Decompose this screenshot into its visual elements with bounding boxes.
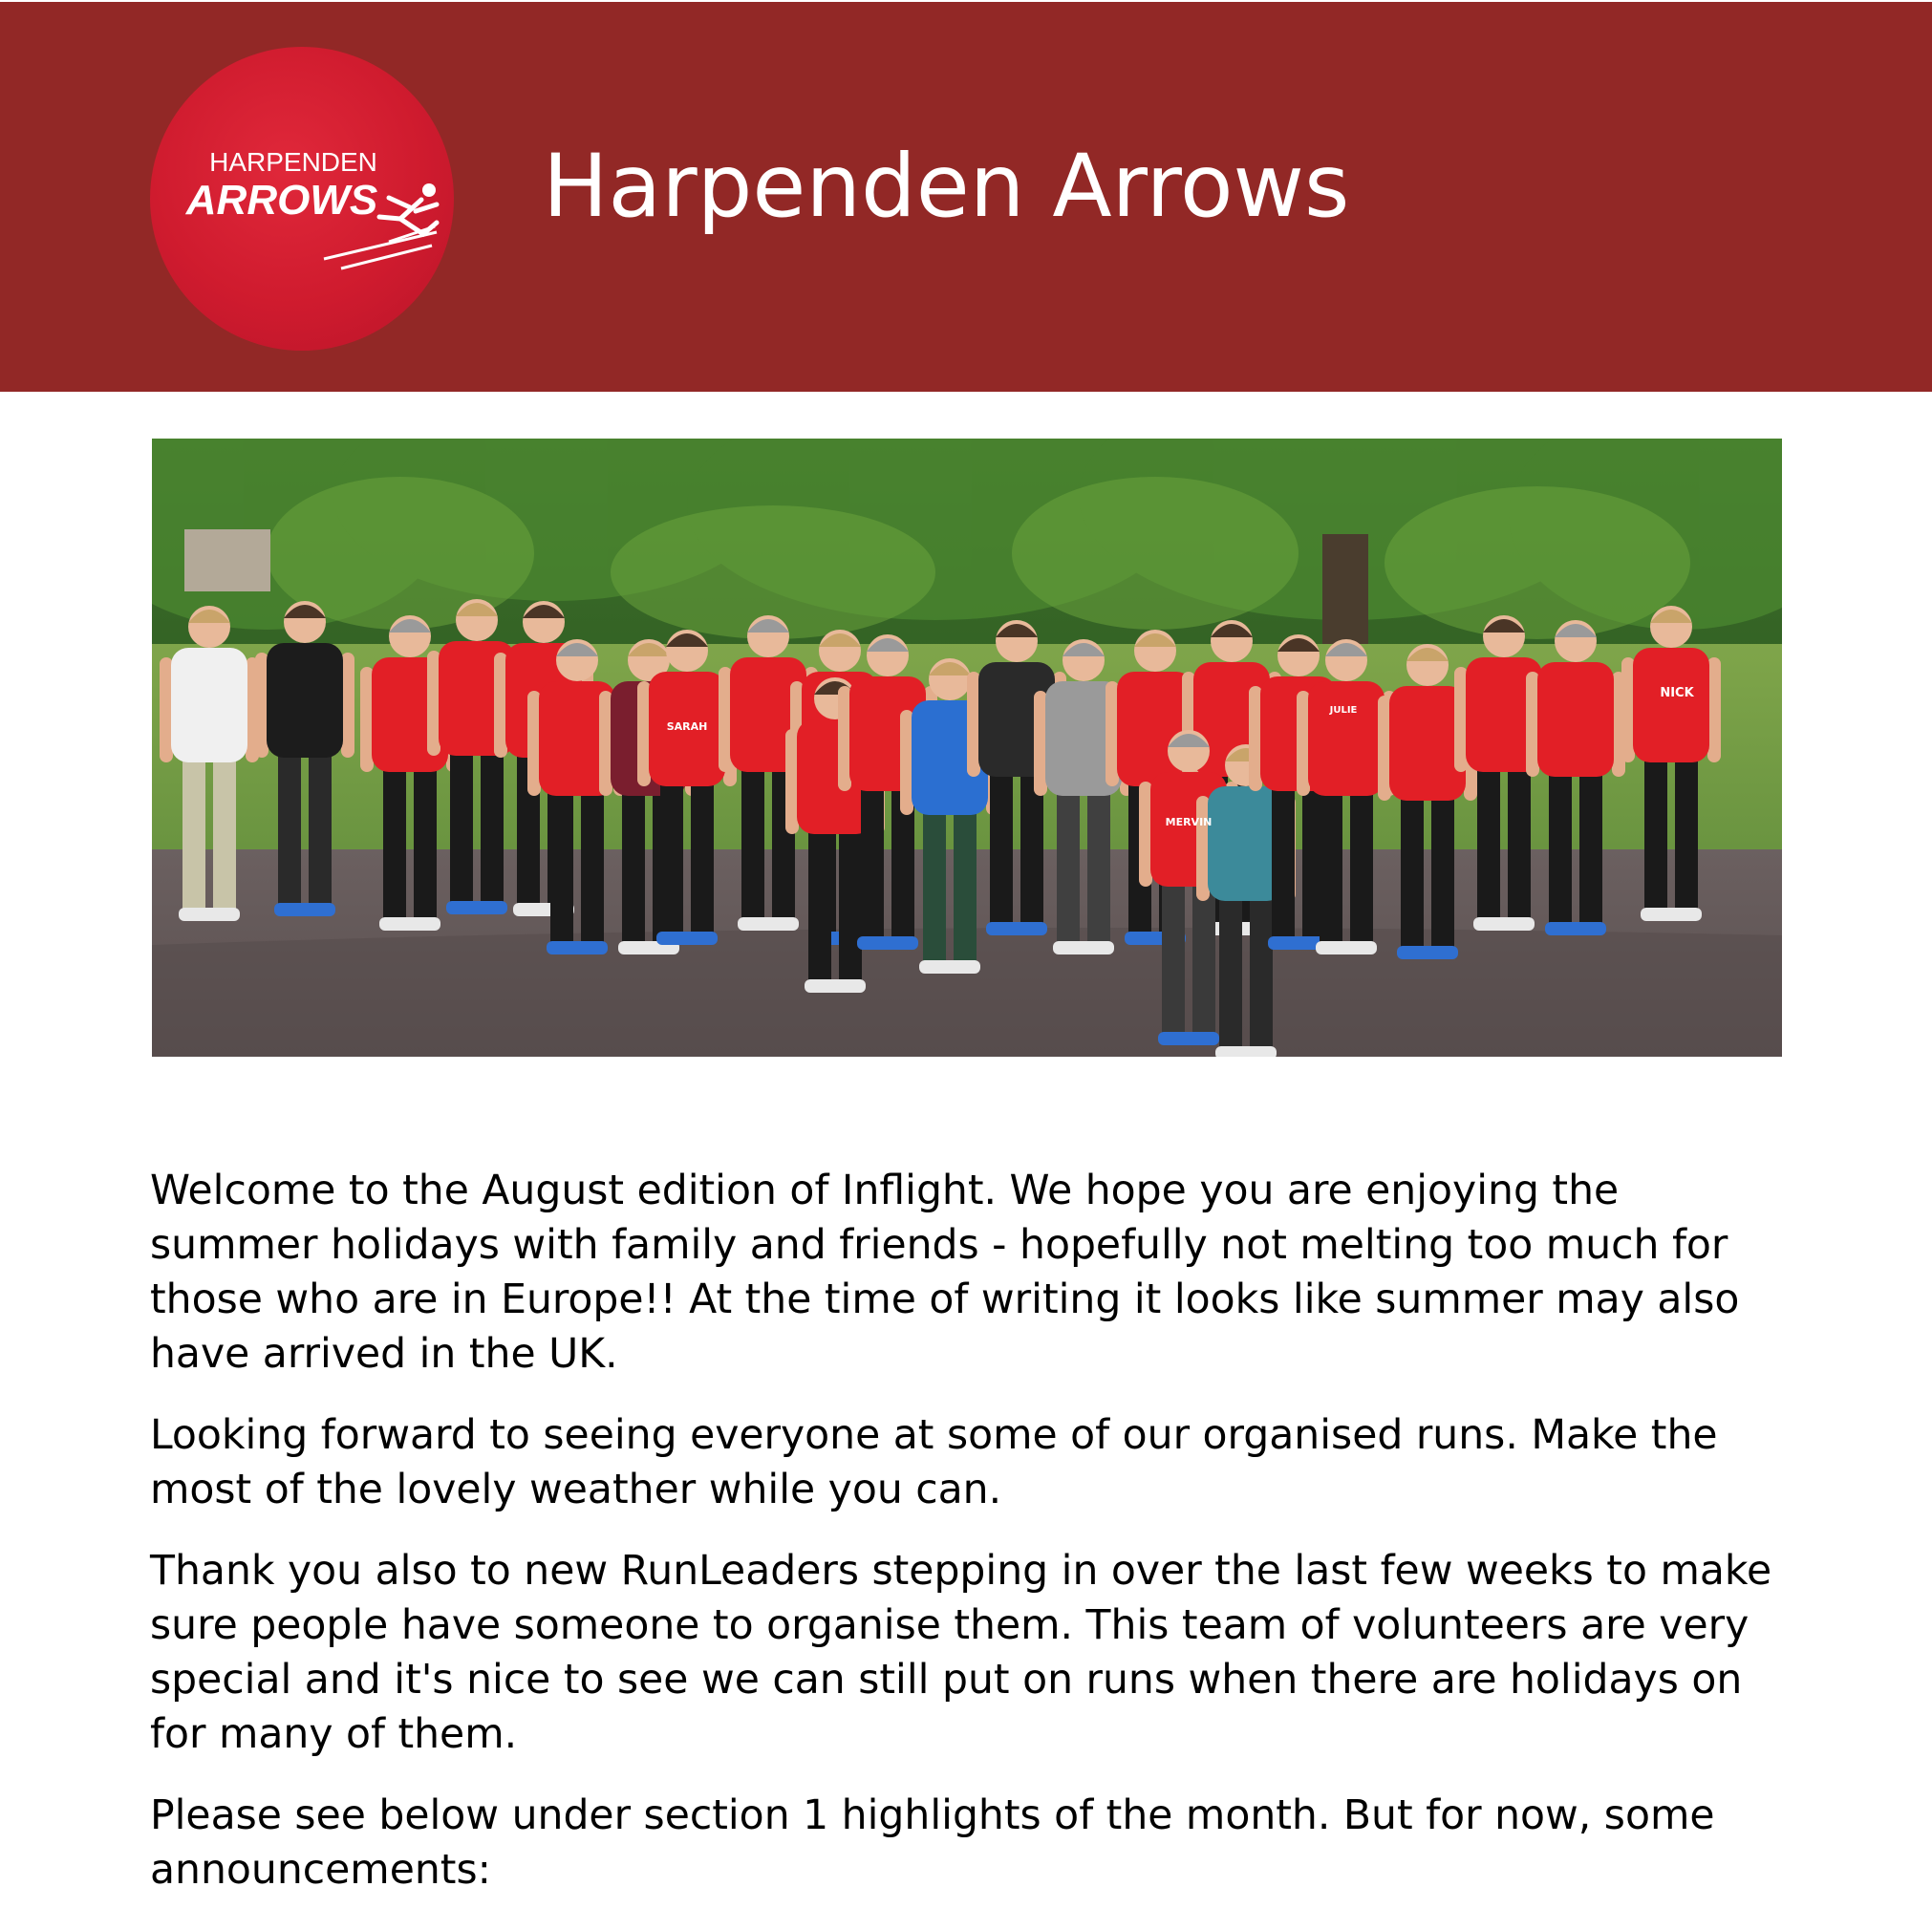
runner-leg [550, 792, 573, 945]
runner-leg [1162, 883, 1185, 1036]
runner-arm [719, 667, 732, 772]
runner-top [1308, 681, 1385, 796]
runner-arm [341, 653, 354, 758]
runner-leg [861, 787, 884, 940]
logo-text-top: HARPENDEN [209, 147, 377, 177]
running-figure-logo [150, 47, 454, 351]
runner-arm [1249, 686, 1262, 791]
runner-arm [1196, 796, 1210, 901]
runner-leg [1431, 797, 1454, 950]
runner-leg [1250, 897, 1273, 1050]
runner-leg [1644, 759, 1667, 911]
runner-shoes [547, 941, 608, 954]
runner-leg [450, 752, 473, 905]
runner-leg [1477, 768, 1500, 921]
runner-leg [383, 768, 406, 921]
runner-arm [1707, 657, 1721, 762]
group-photo-illustration [152, 439, 1782, 1057]
runner-leg [278, 754, 301, 907]
runner-leg [1057, 792, 1080, 945]
page-title: Harpenden Arrows [543, 137, 1350, 237]
runner-top [267, 643, 343, 758]
runner-leg [1219, 897, 1242, 1050]
runner-arm [1378, 696, 1391, 801]
group-photo [152, 439, 1782, 1057]
vest-name-julie: JULIE [1329, 705, 1358, 716]
runner-leg [839, 830, 862, 983]
runner-leg [414, 768, 437, 921]
intro-paragraph-1: Welcome to the August edition of Inflight. We hope you are enjoying the summer holidays with family and friends - hopefully not melting too much for those who are in Europe!! At the time of writing it looks like summer may also have arrived in the UK. [150, 1168, 1740, 1378]
runner-shoes [1545, 922, 1606, 935]
runner-shoes [986, 922, 1047, 935]
runner-shoes [1641, 908, 1702, 921]
speed-lines-icon [324, 226, 437, 268]
runner-top [171, 648, 247, 762]
runner-shoes [446, 901, 507, 914]
runner-shoes [919, 960, 980, 974]
runner-leg [1020, 773, 1043, 926]
runner-leg [923, 811, 946, 964]
runner-arm [427, 651, 440, 756]
runner-leg [1320, 792, 1342, 945]
runner-shoes [738, 917, 799, 931]
runner-leg [1272, 787, 1295, 940]
runner-leg [581, 792, 604, 945]
runner-leg [660, 783, 683, 935]
runner-arm [1034, 691, 1047, 796]
runner-arm [255, 653, 268, 758]
runner-shoes [179, 908, 240, 921]
runner-arm [1621, 657, 1635, 762]
runner-leg [1192, 883, 1215, 1036]
runner-shoes [379, 917, 440, 931]
vest-name-sarah: SARAH [666, 720, 708, 733]
runner-leg [213, 759, 236, 911]
runner-leg [1508, 768, 1531, 921]
runner-arm [527, 691, 541, 796]
runner-leg [1579, 773, 1602, 926]
intro-paragraph-4: Please see below under section 1 highlights of the month. But for now, some announcements: [150, 1792, 1715, 1894]
runner-leg [808, 830, 831, 983]
runner-top [1633, 648, 1709, 762]
runner-arm [160, 657, 173, 762]
intro-paragraph-3: Thank you also to new RunLeaders stepping in over the last few weeks to make sure people have someone to organise them. This team of volunteers are very special and it's nice to see we can still put on runs when there are holidays on for many of them. [150, 1548, 1772, 1758]
background-building [184, 529, 270, 591]
runner-leg [1350, 792, 1373, 945]
runner-arm [637, 681, 651, 786]
runner-arm [838, 686, 851, 791]
runner-leg [990, 773, 1013, 926]
runner-arm [1106, 681, 1119, 786]
runner-arm [1297, 691, 1310, 796]
runner-shoes [1473, 917, 1535, 931]
runner-shoes [1316, 941, 1377, 954]
logo-text-main: ARROWS [185, 177, 378, 224]
runner-leg [1675, 759, 1698, 911]
runner-shoes [1158, 1032, 1219, 1045]
runner-leg [1549, 773, 1572, 926]
runner-arm [599, 691, 612, 796]
runner-shoes [1215, 1046, 1277, 1057]
runner-arm [1526, 672, 1539, 777]
runner-leg [1087, 792, 1110, 945]
runner-arm [1139, 782, 1152, 887]
runner-leg [182, 759, 205, 911]
runner-shoes [1053, 941, 1114, 954]
runner-leg [481, 752, 504, 905]
runner-arm [1454, 667, 1468, 772]
runner-arm [900, 710, 913, 815]
runner-shoes [805, 979, 866, 993]
runner-arm [967, 672, 980, 777]
runner-leg [309, 754, 332, 907]
newsletter-intro [150, 1164, 1793, 1924]
vest-name-nick: NICK [1660, 686, 1694, 700]
runner-leg [741, 768, 764, 921]
runner-leg [622, 792, 645, 945]
intro-paragraph-2: Looking forward to seeing everyone at some of our organised runs. Make the most of the lovely weather while you can. [150, 1412, 1718, 1513]
runner-top [1537, 662, 1614, 777]
runner-leg [954, 811, 977, 964]
runner-icon [379, 183, 437, 234]
runner-arm [785, 729, 799, 834]
runner-arm [360, 667, 374, 772]
runner-leg [1401, 797, 1424, 950]
runner-arm [494, 653, 507, 758]
runner-leg [691, 783, 714, 935]
runner-shoes [1397, 946, 1458, 959]
vest-name-mervin: MERVIN [1165, 816, 1213, 828]
runner-shoes [656, 932, 718, 945]
runner-shoes [857, 936, 918, 950]
newsletter-header [0, 2, 1932, 392]
club-logo [150, 47, 454, 351]
runner-shoes [274, 903, 335, 916]
